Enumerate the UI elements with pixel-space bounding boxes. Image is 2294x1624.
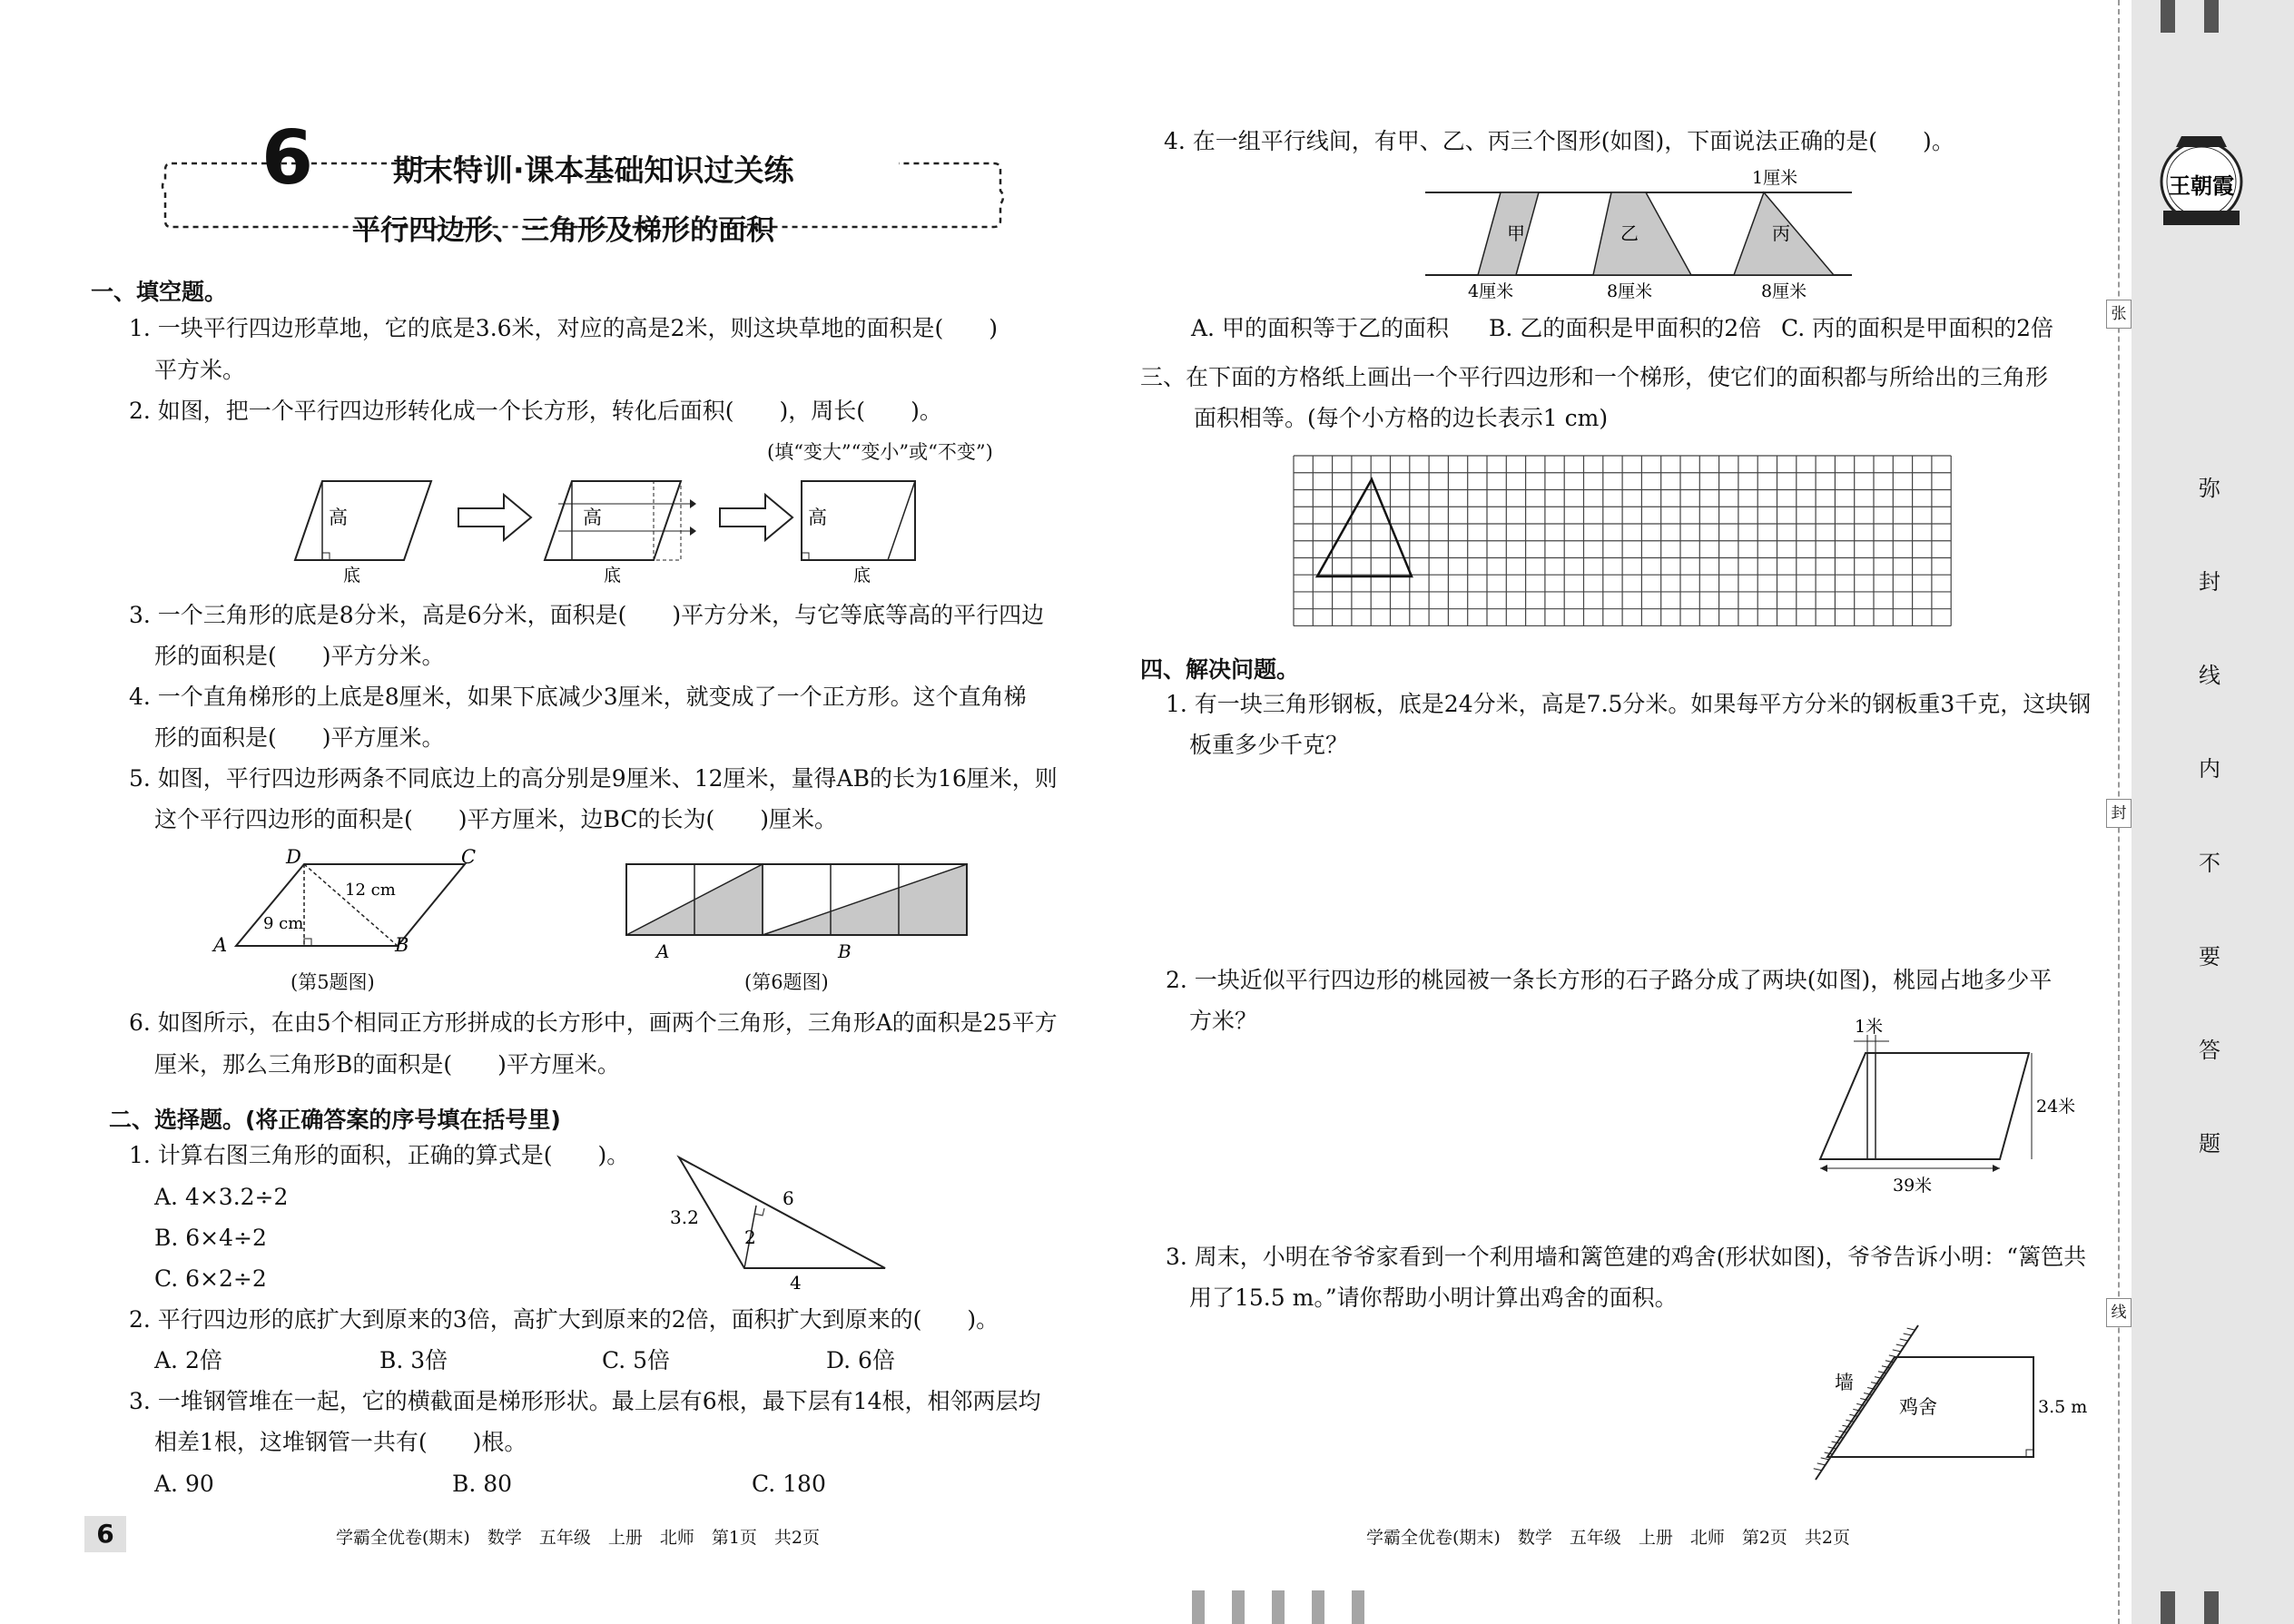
- s1-q4-line2: 形的面积是( )平方厘米。: [154, 724, 445, 751]
- figure-parallels: [1421, 163, 1856, 309]
- side-char-6: 要: [2199, 944, 2220, 969]
- s1-q1-line1: 1. 一块平行四边形草地，它的底是3.6米，对应的高是2米，则这块草地的面积是( ): [129, 315, 998, 341]
- s2-q3-opt-a: A. 90: [154, 1471, 214, 1497]
- side-char-1: 弥: [2199, 476, 2220, 501]
- side-char-8: 题: [2199, 1131, 2220, 1156]
- label-24m: 24米: [2036, 1097, 2076, 1117]
- s2-q4: 4. 在一组平行线间，有甲、乙、丙三个图形(如图)，下面说法正确的是( )。: [1164, 128, 1954, 154]
- label-39m: 39米: [1893, 1176, 1933, 1196]
- s2-q2-opt-d: D. 6倍: [826, 1347, 895, 1373]
- s2-q2: 2. 平行四边形的底扩大到原来的3倍，高扩大到原来的2倍，面积扩大到原来的( )。: [129, 1306, 999, 1333]
- s1-q5-line1: 5. 如图，平行四边形两条不同底边上的高分别是9厘米、12厘米，量得AB的长为16厘米，则: [129, 765, 1058, 792]
- side-char-7: 答: [2199, 1038, 2220, 1063]
- s2-q1-opt-b: B. 6×4÷2: [154, 1225, 267, 1251]
- header-title: 期末特训·课本基础知识过关练: [393, 153, 794, 188]
- parallelogram-abcd: [236, 864, 465, 946]
- logo-text: 王朝霞: [2169, 172, 2234, 199]
- label-6: 6: [783, 1187, 794, 1209]
- s2-q4-opt-a: A. 甲的面积等于乙的面积: [1191, 315, 1449, 341]
- arrow-right-icon: [458, 495, 531, 540]
- s1-q2-line1: 2. 如图，把一个平行四边形转化成一个长方形，转化后面积( )，周长( )。: [129, 398, 942, 424]
- label-12cm: 12 cm: [345, 881, 396, 900]
- s2-q4-opt-b: B. 乙的面积是甲面积的2倍: [1489, 315, 1762, 341]
- logo-badge: [2156, 127, 2247, 245]
- s1-q2-hint: (填“变大”“变小”或“不变”): [767, 441, 993, 463]
- triangle: [679, 1157, 885, 1268]
- s1-q6-line2: 厘米，那么三角形B的面积是( )平方厘米。: [154, 1051, 620, 1078]
- label-wall: 墙: [1835, 1372, 1854, 1393]
- given-triangle: [1317, 479, 1412, 576]
- label-9cm: 9 cm: [263, 914, 304, 933]
- s1-q3-line2: 形的面积是( )平方分米。: [154, 643, 445, 669]
- s1-q4-line1: 4. 一个直角梯形的上底是8厘米，如果下底减少3厘米，就变成了一个正方形。这个直角梯: [129, 684, 1027, 710]
- label-c: C: [461, 846, 477, 868]
- header-number: 6: [261, 115, 314, 202]
- side-char-2: 封: [2199, 569, 2220, 595]
- stone-path: [1867, 1053, 1876, 1159]
- orchard-figure: [1802, 1017, 2076, 1200]
- label-d: D: [286, 846, 301, 868]
- s2-q4-opt-c: C. 丙的面积是甲面积的2倍: [1781, 315, 2054, 341]
- figure-6: [617, 853, 980, 967]
- fig-label-gao-3: 高: [808, 507, 827, 528]
- s4-q2-line2: 方米？: [1189, 1008, 1258, 1034]
- label-4: 4: [790, 1272, 802, 1294]
- label-8cm-1: 8厘米: [1607, 281, 1653, 301]
- footer-left: 学霸全优卷(期末) 数学 五年级 上册 北师 第1页 共2页: [336, 1528, 821, 1548]
- label-a: A: [213, 934, 228, 956]
- label-1m: 1米: [1855, 1017, 1884, 1037]
- side-char-5: 不: [2199, 851, 2220, 876]
- triangle-b: [763, 864, 967, 935]
- label-3-5m: 3.5 m: [2038, 1397, 2088, 1417]
- label-4cm: 4厘米: [1468, 281, 1514, 301]
- s1-q3-line1: 3. 一个三角形的底是8分米，高是6分米，面积是( )平方分米，与它等底等高的平行四边: [129, 602, 1045, 628]
- s2-q1-opt-c: C. 6×2÷2: [154, 1265, 267, 1292]
- s2-q2-opt-b: B. 3倍: [379, 1347, 448, 1373]
- seal-tag-2: 封: [2106, 799, 2132, 828]
- s2-q1-opt-a: A. 4×3.2÷2: [154, 1184, 289, 1210]
- s1-q5-line2: 这个平行四边形的面积是( )平方厘米，边BC的长为( )厘米。: [154, 806, 837, 832]
- section-2-title: 二、选择题。(将正确答案的序号填在括号里): [109, 1107, 561, 1133]
- section-3-title: 三、在下面的方格纸上画出一个平行四边形和一个梯形，使它们的面积都与所给出的三角形: [1140, 364, 2049, 390]
- s2-q2-opt-c: C. 5倍: [602, 1347, 671, 1373]
- side-char-3: 线: [2199, 663, 2220, 688]
- s2-q3-line1: 3. 一堆钢管堆在一起，它的横截面是梯形形状。最上层有6根，最下层有14根，相邻两层均: [129, 1388, 1041, 1414]
- fig-label-gao-1: 高: [329, 507, 348, 528]
- label-coop: 鸡舍: [1899, 1396, 1937, 1418]
- label-top-1cm: 1厘米: [1752, 168, 1798, 188]
- fig-label-di-2: 底: [604, 566, 622, 586]
- page-number: 6: [96, 1519, 114, 1549]
- triangle-figure: [663, 1153, 890, 1294]
- label-a-6: A: [656, 940, 670, 962]
- s4-q1-line1: 1. 有一块三角形钢板，底是24分米，高是7.5分米。如果每平方分米的钢板重3千克，这块钢: [1166, 691, 2092, 717]
- s1-q1-line2: 平方米。: [154, 357, 246, 383]
- orchard-parallelogram: [1820, 1053, 2029, 1159]
- header-subtitle: 平行四边形、三角形及梯形的面积: [352, 214, 774, 247]
- figure-5: [209, 844, 499, 980]
- s2-q3-opt-c: C. 180: [752, 1471, 826, 1497]
- label-yi: 乙: [1620, 222, 1639, 244]
- s2-q2-opt-a: A. 2倍: [154, 1347, 222, 1373]
- label-bing: 丙: [1772, 222, 1790, 244]
- grid-paper: [1292, 454, 1950, 631]
- s2-q3-opt-b: B. 80: [452, 1471, 513, 1497]
- s2-q1: 1. 计算右图三角形的面积，正确的算式是( )。: [129, 1142, 630, 1168]
- coop-figure: [1811, 1321, 2092, 1484]
- s2-q3-line2: 相差1根，这堆钢管一共有( )根。: [154, 1429, 527, 1455]
- section-4-title: 四、解决问题。: [1140, 656, 1300, 683]
- parallelogram: [295, 481, 431, 560]
- footer-right: 学霸全优卷(期末) 数学 五年级 上册 北师 第2页 共2页: [1366, 1528, 1851, 1548]
- fig6-caption: (第6题图): [744, 971, 829, 993]
- shape-yi: [1593, 192, 1691, 275]
- seal-tag-1: 张: [2106, 300, 2132, 329]
- section-3-line2: 面积相等。(每个小方格的边长表示1 cm): [1194, 405, 1609, 431]
- label-2: 2: [744, 1226, 756, 1248]
- arrow-right-icon-2: [720, 495, 793, 540]
- fig5-caption: (第5题图): [290, 971, 375, 993]
- s4-q3-line1: 3. 周末，小明在爷爷家看到一个利用墙和篱笆建的鸡舍(形状如图)，爷爷告诉小明：“篱笆共: [1166, 1244, 2087, 1270]
- seal-tag-3: 线: [2106, 1298, 2132, 1327]
- page-number-box: [84, 1516, 126, 1552]
- s4-q3-line2: 用了15.5 m。”请你帮助小明计算出鸡舍的面积。: [1189, 1284, 1678, 1311]
- side-char-4: 内: [2199, 756, 2220, 782]
- transform-figure: [286, 472, 949, 590]
- s4-q2-line1: 2. 一块近似平行四边形的桃园被一条长方形的石子路分成了两块(如图)，桃园占地多少平: [1166, 967, 2053, 993]
- section-1-title: 一、填空题。: [91, 279, 228, 305]
- s1-q6-line1: 6. 如图所示，在由5个相同正方形拼成的长方形中，画两个三角形，三角形A的面积是25平方: [129, 1009, 1058, 1036]
- fig-label-di-1: 底: [343, 566, 361, 586]
- label-b: B: [395, 934, 409, 956]
- fig-label-di-3: 底: [853, 566, 871, 586]
- label-b-6: B: [838, 940, 852, 962]
- label-8cm-2: 8厘米: [1761, 281, 1807, 301]
- s4-q1-line2: 板重多少千克？: [1189, 732, 1349, 758]
- label-3-2: 3.2: [670, 1206, 699, 1228]
- fig-label-gao-2: 高: [583, 507, 602, 528]
- label-jia: 甲: [1507, 222, 1525, 244]
